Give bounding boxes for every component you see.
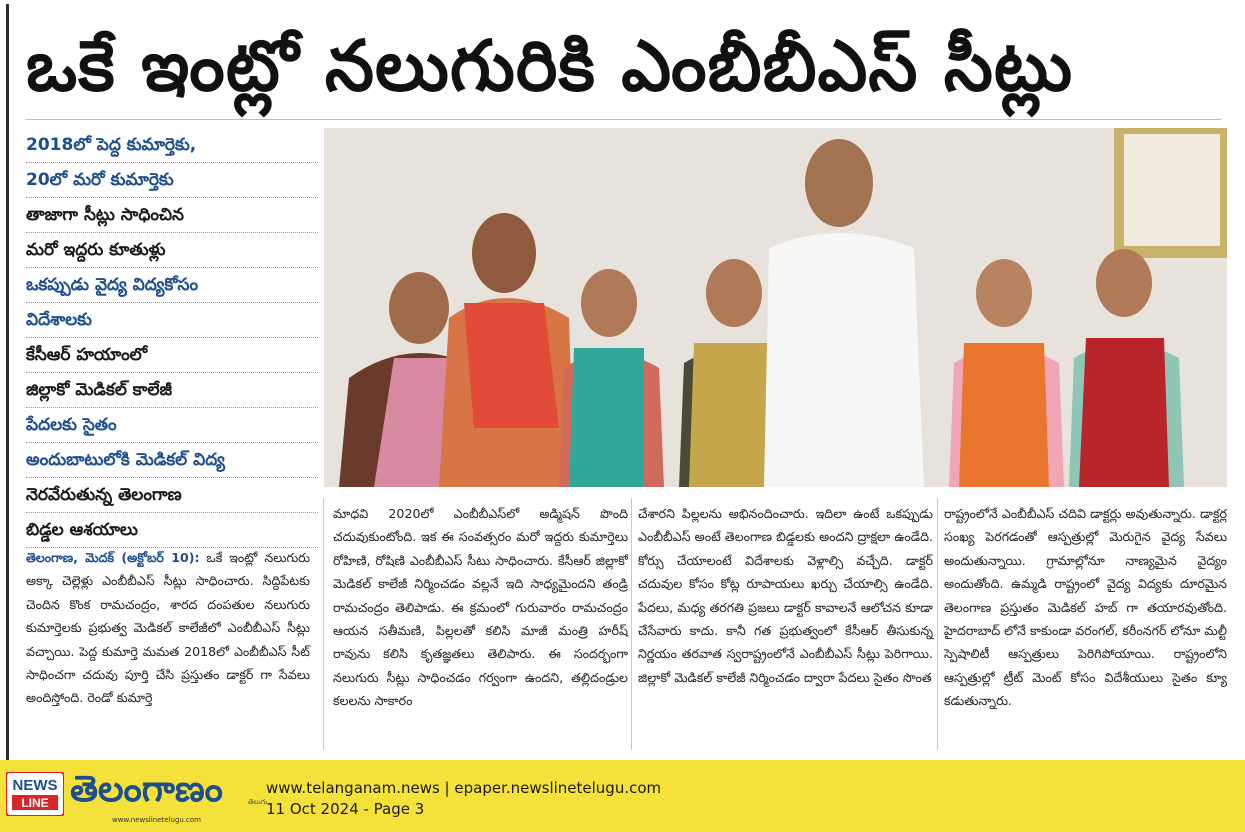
subhead-line: కేసీఆర్ హయాంలో (26, 338, 318, 373)
dateline: తెలంగాణ, మెదక్ (అక్టోబర్ 10): (26, 550, 200, 565)
subhead-line: బిడ్డల ఆశయాలు (26, 513, 318, 548)
subhead-line: పేదలకు సైతం (26, 408, 318, 443)
column-divider (937, 498, 938, 750)
article-text: ఒకే ఇంట్లో నలుగురు అక్కా చెల్లెళ్లు ఎంబీబీఎస్ సీట్లు సాధించారు. సిద్దిపేటకు చెందిన కొంక రామచంద్రం, శారద దంపతుల నలుగురు కుమార్తెలకు ప్రభుత్వ మెడికల్ కాలేజీలో ఎంబీబీఎస్ సీట్లు వచ్చాయి. పెద్ద కుమార్తె మమత 2018లో ఎంబీబీఎస్ సీట్ సాధించగా చదువు పూర్తి చేసి ప్రస్తుతం డాక్టర్ గా సేవలు అందిస్తోంది. రెండో కుమార్తె (26, 550, 311, 706)
newsline-logo (6, 772, 64, 816)
logo-bottom-text: LINE (21, 796, 49, 810)
logo-top-text: NEWS (12, 777, 58, 794)
left-column-rule (6, 4, 9, 760)
column-divider (323, 498, 324, 750)
subhead-line: ఒకప్పుడు వైద్య విద్యకోసం (26, 268, 318, 303)
headline-divider (26, 119, 1221, 120)
subhead-line: 20లో మరో కుమార్తెకు (26, 163, 318, 198)
group-photo-illustration (324, 128, 1227, 487)
subhead-line: నెరవేరుతున్న తెలంగాణ (26, 478, 318, 513)
column-divider (631, 498, 632, 750)
headline: ఒకే ఇంట్లో నలుగురికి ఎంబీబీఎస్ సీట్లు (26, 25, 1074, 107)
subheads (26, 128, 318, 548)
telanganam-logo: తెలంగాణం (70, 769, 223, 810)
news-photo (324, 128, 1227, 487)
subhead-line: అందుబాటులోకి మెడికల్ విద్య (26, 443, 318, 478)
article-column-4 (944, 502, 1227, 713)
logo-url: www.newslinetelugu.com (112, 816, 201, 824)
footer-websites: www.telanganam.news | epaper.newslinetelugu.com (266, 779, 662, 797)
article-text: మాధవి 2020లో ఎంబీబీఎస్‌లో అడ్మిషన్ పొంది చదువుకుంటోంది. ఇక ఈ సంవత్సరం మరో ఇద్దరు కుమార్తెలు రోహిణి, రోషిణి ఎంబీబీఎస్ సీటు సాధించారు. కేసీఆర్ జిల్లాకో మెడికల్ కాలేజీ నిర్మించడం వల్లనే ఇది సాధ్యమైందని తండ్రి రామచంద్రం తెలిపాడు. ఈ క్రమంలో గురువారం రామచంద్రం ఆయన సతీమణి, పిల్లలతో కలిసి మాజీ మంత్రి హరీష్ రావును కలిసి కృతజ్ఞతలు తెలిపారు. ఈ సందర్భంగా నలుగురు సీట్లు సాధించడం గర్వంగా ఉందని, తల్లిదండ్రుల కలలను సాకారం (333, 506, 628, 709)
article-text: చేశారని పిల్లలను అభినందించారు. ఇదిలా ఉంటే ఒకప్పుడు ఎంబీబీఎస్ అంటే తెలంగాణ బిడ్డలకు అందని ద్రాక్షలా ఉండేది. కోర్సు చేయాలంటే విదేశాలకు వెళ్లాల్సి వచ్చేది. డాక్టర్ చదువుల కోసం కోట్ల రూపాయలు ఖర్చు చేయాల్సి ఉండేది. పేదలు, మధ్య తరగతి ప్రజలు డాక్టర్ కావాలనే ఆలోచన కూడా చేసేవారు కాదు. కానీ గత ప్రభుత్వంలో కేసీఆర్ తీసుకున్న నిర్ణయం తరవాత స్వరాష్ట్రంలోనే ఎంబీబీఎస్ సీట్లు పెరిగాయి. జిల్లాకో మెడికల్ కాలేజీ నిర్మించడం ద్వారా పేదలు సైతం సొంత (638, 506, 933, 685)
article-column-3 (638, 502, 933, 689)
article-column-1 (26, 546, 310, 710)
subhead-line: మరో ఇద్దరు కూతుళ్లు (26, 233, 318, 268)
footer-date-page: 11 Oct 2024 - Page 3 (266, 800, 425, 818)
footer-bar (0, 760, 1245, 832)
subhead-line: విదేశాలకు (26, 303, 318, 338)
article-text: రాష్ట్రంలోనే ఎంబీబీఎస్ చదివి డాక్టర్లు అవుతున్నారు. డాక్టర్ల సంఖ్య పెరగడంతో ఆస్పత్రుల్లో మెరుగైన వైద్య సేవలు అందుతున్నాయి. గ్రామాల్లోనూ నాణ్యమైన వైద్యం అందుతోంది. ఉమ్మడి రాష్ట్రంలో వైద్య విద్యకు దూరమైన తెలంగాణ ప్రస్తుతం మెడికల్ హబ్ గా తయారవుతోంది. హైదరాబాద్ లోనే కాకుండా వరంగల్, కరీంనగర్ లోనూ మల్టీ స్పెషాలిటీ ఆస్పత్రులు పెరిగిపోయాయి. రాష్ట్రంలోని ఆస్పత్రుల్లో ట్రీట్ మెంట్ కోసం విదేశీయులు సైతం క్యూ కడుతున్నారు. (944, 506, 1227, 709)
logo-small-text: తెలుగు (248, 798, 268, 806)
article-column-2 (333, 502, 628, 713)
subhead-line: తాజాగా సీట్లు సాధించిన (26, 198, 318, 233)
subhead-line: 2018లో పెద్ద కుమార్తెకు, (26, 128, 318, 163)
subhead-line: జిల్లాకో మెడికల్ కాలేజీ (26, 373, 318, 408)
